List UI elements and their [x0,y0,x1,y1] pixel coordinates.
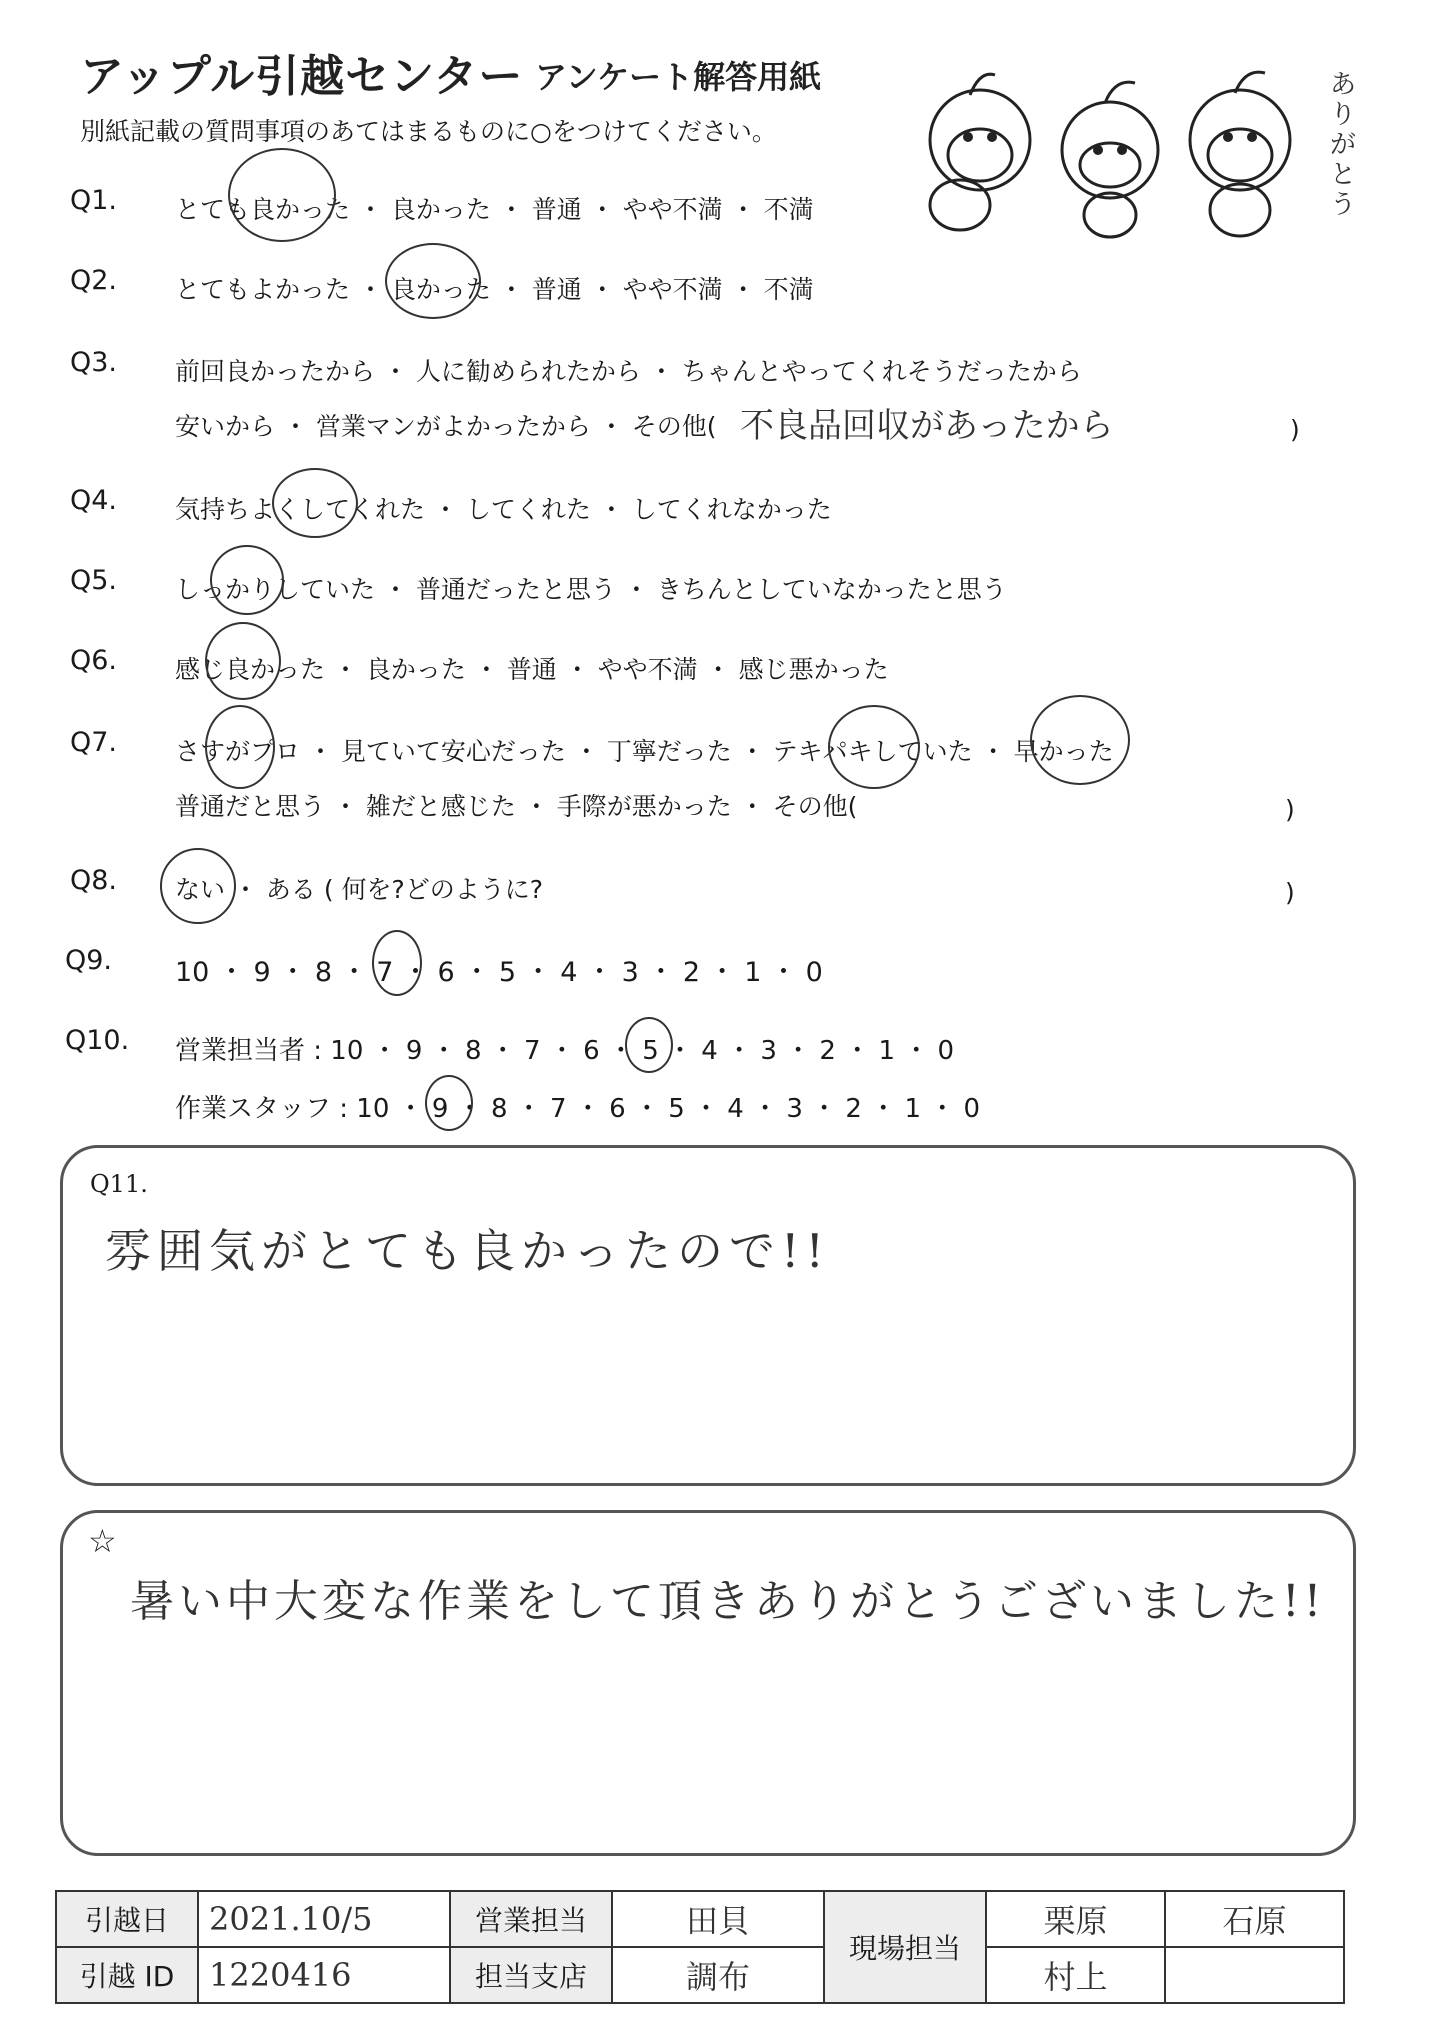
q3-options-line2: 安いから ・ 営業マンがよかったから ・ その他( [175,412,717,441]
move-id-value: 1220416 [198,1947,450,2003]
form-title: アンケート解答用紙 [535,58,822,96]
q3-close-paren: ) [1290,415,1300,444]
mascot-illustration [890,55,1360,240]
q10-label: Q10. [65,1025,130,1056]
q9-label: Q9. [65,945,113,976]
q10-staff-selection-circle [425,1075,473,1131]
footer-table [55,1890,1345,2004]
q7-selection-circle-2 [828,705,920,789]
q4-label: Q4. [70,485,118,516]
site-staff-2: 石原 [1165,1891,1344,1947]
company-name: アップル引越センター [80,51,524,102]
q3-options-line1: 前回良かったから ・ 人に勧められたから ・ ちゃんとやってくれそうだったから [175,357,1082,386]
q8-options: ない ・ ある ( 何を?どのように? [175,875,544,904]
star-icon: ☆ [88,1522,117,1560]
move-date-value: 2021.10/5 [198,1891,450,1947]
q11-label: Q11. [90,1170,148,1198]
comment-box [60,1510,1356,1856]
branch-label: 担当支店 [450,1947,612,2003]
q6-label: Q6. [70,645,118,676]
move-date-label: 引越日 [56,1891,198,1947]
q1-selection-circle [228,148,336,242]
q7-label: Q7. [70,727,118,758]
q3-label: Q3. [70,347,118,378]
q2-selection-circle [385,243,481,319]
q1-options: とても良かった ・ 良かった ・ 普通 ・ やや不満 ・ 不満 [175,195,814,224]
q5-selection-circle [210,545,284,615]
q4-selection-circle [272,468,358,538]
q7-close-paren: ) [1285,795,1295,824]
thanks-text: ありがとう [1330,70,1357,220]
site-staff-3: 村上 [986,1947,1165,2003]
q9-selection-circle [372,930,422,996]
q1-label: Q1. [70,185,118,216]
q6-options: 感じ良かった ・ 良かった ・ 普通 ・ やや不満 ・ 感じ悪かった [175,655,889,684]
q2-options: とてもよかった ・ 良かった ・ 普通 ・ やや不満 ・ 不満 [175,275,814,304]
q8-selection-circle [160,848,236,924]
move-id-label: 引越 ID [56,1947,198,2003]
q7-options-line1: さすがプロ ・ 見ていて安心だった ・ 丁寧だった ・ テキパキしていた ・ 早かった [175,737,1114,766]
site-staff-4 [1165,1947,1344,2003]
q7-options-line2: 普通だと思う ・ 雑だと感じた ・ 手際が悪かった ・ その他( [175,792,858,821]
q8-close-paren: ) [1285,878,1295,907]
q7-selection-circle-1 [205,705,275,789]
q6-selection-circle [205,622,281,700]
q11-answer: 雰囲気がとても良かったので!! [105,1224,830,1278]
q8-label: Q8. [70,865,118,896]
q2-label: Q2. [70,265,118,296]
branch-value: 調布 [612,1947,824,2003]
site-label: 現場担当 [824,1891,986,2003]
q3-other-answer: 不良品回収があったから [740,406,1114,446]
q5-options: しっかりしていた ・ 普通だったと思う ・ きちんとしていなかったと思う [175,575,1007,604]
sales-value: 田貝 [612,1891,824,1947]
q4-options: 気持ちよくしてくれた ・ してくれた ・ してくれなかった [175,495,832,524]
q10-staff-scale: 作業スタッフ : 10 ・ 9 ・ 8 ・ 7 ・ 6 ・ 5 ・ 4 ・ 3 ・ 2 ・ 1 ・ 0 [175,1094,981,1124]
comment-text: 暑い中大変な作業をして頂きありがとうございました!! [130,1576,1326,1627]
q9-scale: 10 ・ 9 ・ 8 ・ 7 ・ 6 ・ 5 ・ 4 ・ 3 ・ 2 ・ 1 ・ 0 [175,957,823,988]
q10-sales-scale: 営業担当者 : 10 ・ 9 ・ 8 ・ 7 ・ 6 ・ 5 ・ 4 ・ 3 ・ 2 ・ 1 ・ 0 [175,1036,955,1066]
q10-sales-selection-circle [625,1017,673,1073]
instruction-text: 別紙記載の質問事項のあてはまるものに○をつけてください。 [80,117,777,146]
sales-label: 営業担当 [450,1891,612,1947]
site-staff-1: 栗原 [986,1891,1165,1947]
q5-label: Q5. [70,565,118,596]
q11-answer-box [60,1145,1356,1486]
q7-selection-circle-3 [1030,695,1130,785]
